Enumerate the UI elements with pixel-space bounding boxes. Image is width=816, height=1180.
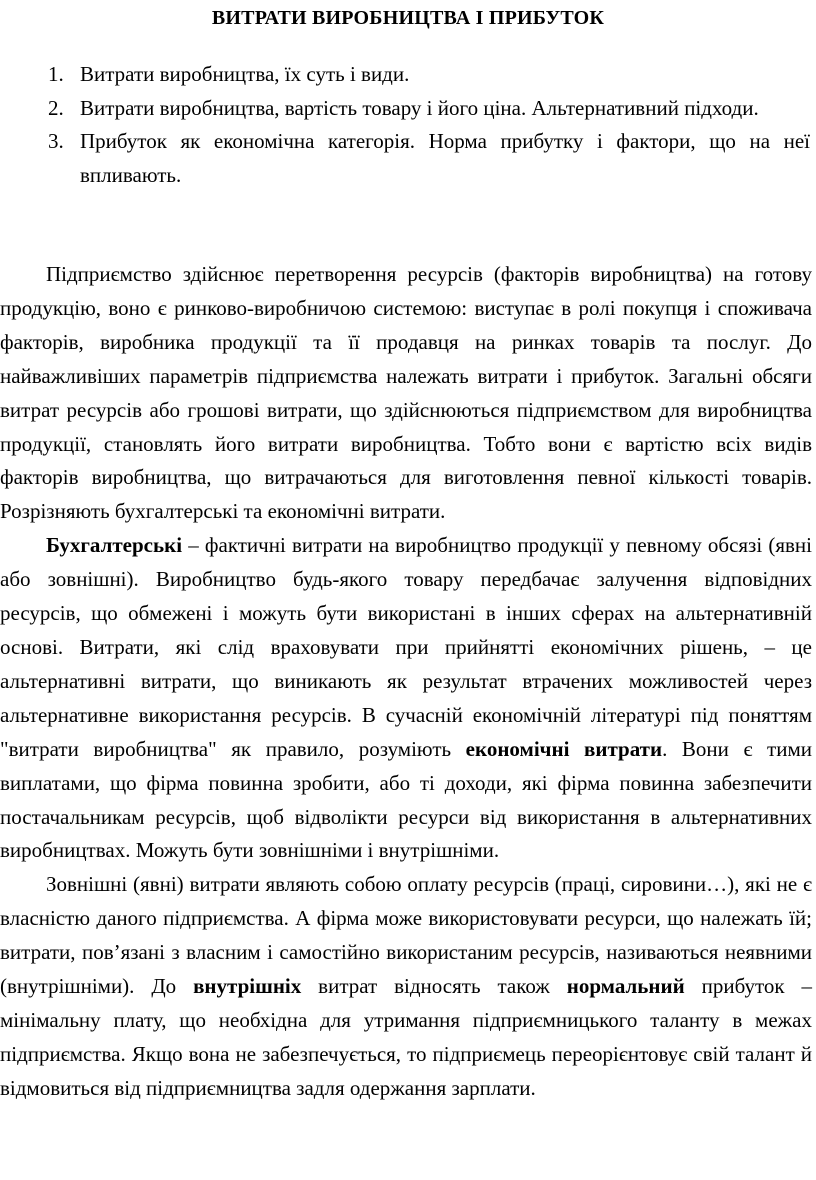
paragraph-text: Зовнішні (явні) витрати являють собою оплату ресурсів (праці, сировини…), які не є власністю даного підприємства. А фірма може використовувати ресурси, що належать їй; витрати, пов’язані з власним і самостійно використаним ресурсів, називаються неявними (внутрішніми). До <box>0 872 812 999</box>
paragraph-text: . Вони є тими виплатами, що фірма повинна зробити, або ті доходи, які фірма повинна забезпечити постачальникам ресурсів, щоб відволікти ресурси від використання в альтернативних виробництвах. Можуть бути зовнішніми і внутрішніми. <box>0 736 812 863</box>
plan-item-text: Витрати виробництва, їх суть і види. <box>80 62 410 86</box>
plan-item-text: Витрати виробництва, вартість товару і його ціна. Альтернативний підходи. <box>80 95 759 120</box>
term-normal-profit: нормальний <box>566 974 685 999</box>
plan-item-number: 1. <box>48 62 64 86</box>
paragraph-text: – фактичні витрати на виробництво продукції у певному обсязі (явні або зовнішні). Виробництво будь-якого товару передбачає залучення відповідних ресурсів, що обмежені і можуть бути використані в інших сферах на альтернативній основі. Витрати, які слід враховувати при прийнятті економічних рішень, – це альтернативні витрати, що виникають як результат втрачених можливостей через альтернативне використання ресурсів. В сучасній економічній літературі під поняттям "витрати виробництва" як правило, розуміють <box>0 533 812 761</box>
paragraph-accounting-costs <box>0 529 812 868</box>
paragraph-explicit-costs <box>0 868 812 1105</box>
plan-item-number: 3. <box>48 129 64 153</box>
plan-item-text: Прибуток як економічна категорія. Норма прибутку і фактори, що на неї впливають. <box>80 129 810 187</box>
term-internal: внутрішніх <box>193 974 302 999</box>
lecture-plan-list <box>0 58 816 192</box>
paragraph-text: витрат відносять також <box>301 974 567 999</box>
term-accounting: Бухгалтерські <box>46 533 183 558</box>
plan-item <box>0 92 816 126</box>
paragraph-text: прибуток – мінімальну плату, що необхідна для утримання підприємницького таланту в межах підприємства. Якщо вона не забезпечується, то підприємець переорієнтовує свій талант й відмовиться від підприємництва задля одержання зарплати. <box>0 974 812 1100</box>
term-economic-costs: економічні витрати <box>465 736 663 761</box>
document-body <box>0 258 812 1106</box>
paragraph-enterprise-costs: Підприємство здійснює перетворення ресурсів (факторів виробництва) на готову продукцію, воно є ринково-виробничою системою: виступає в ролі покупця і споживача факторів, виробника продукції та її продавця на ринках товарів та послуг. До найважливіших параметрів підприємства належать витрати і прибуток. Загальні обсяги витрат ресурсів або грошові витрати, що здійснюються підприємством для виробництва продукції, становлять його витрати виробництва. Тобто вони є вартістю всіх видів факторів виробництва, що витрачаються для виготовлення певної кількості товарів. Розрізняють бухгалтерські та економічні витрати. <box>0 262 812 524</box>
plan-item-number: 2. <box>48 95 64 120</box>
plan-item <box>0 125 816 192</box>
plan-item <box>0 58 816 92</box>
document-title: ВИТРАТИ ВИРОБНИЦТВА І ПРИБУТОК <box>211 7 605 29</box>
